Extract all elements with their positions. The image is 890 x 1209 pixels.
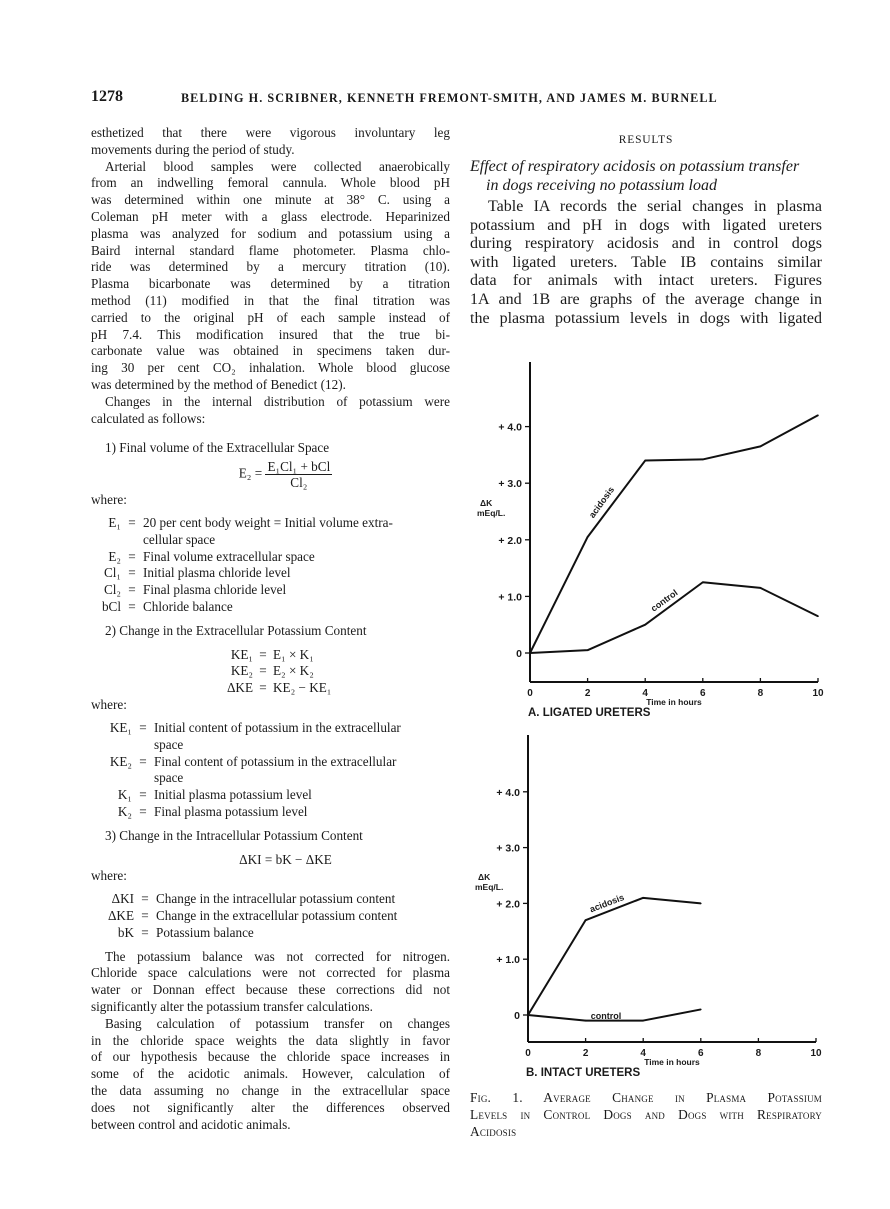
text-line: was determined by the method of Benedict (12). [91, 376, 346, 392]
fraction-denominator: Cl₂ [290, 475, 308, 491]
running-head-authors: BELDING H. SCRIBNER, KENNETH FREMONT-SMITH, AND JAMES M. BURNELL [181, 91, 718, 105]
x-tick-label: 8 [757, 688, 764, 699]
text-line: significantly alter the potassium transfer calculations. [91, 999, 373, 1015]
data-point-acidosis [817, 414, 819, 416]
x-tick-label: 2 [584, 688, 591, 699]
text-line: Levels in Control Dogs and Dogs with Respiratory [470, 1107, 822, 1122]
text-line: of our hypothesis because the chloride space increases in [91, 1049, 450, 1065]
text-line: Basing calculation of potassium transfer on changes [105, 1015, 450, 1031]
data-point-acidosis [644, 460, 646, 462]
text-line: the data assuming no change in the extracellular space [91, 1083, 450, 1099]
text-line: water or Donnan effect because these corrections did not [91, 982, 450, 998]
definition-text-continued: space [154, 736, 184, 752]
data-point-control [702, 581, 704, 583]
data-point-acidosis [585, 919, 587, 921]
text-line: Fig. 1. Average Change in Plasma Potassium [470, 1090, 822, 1105]
text-line: The potassium balance was not corrected for nitrogen. [105, 948, 450, 964]
text-line: does not significantly alter the differences observed [91, 1099, 450, 1115]
text-line: between control and acidotic animals. [91, 1116, 291, 1132]
equals-sign: = [259, 663, 267, 679]
equals-sign: = [139, 787, 147, 803]
text-line: Baird internal standard flame photometer. Plasma chlo- [91, 242, 450, 258]
definition-text: Initial plasma potassium level [154, 787, 312, 803]
data-point-control [642, 1020, 644, 1022]
equals-sign: = [141, 891, 149, 907]
data-point-acidosis [760, 446, 762, 448]
definition-text: 20 per cent body weight = Initial volume extra- [143, 514, 393, 530]
y-axis-label-units: mEq/L. [477, 508, 506, 518]
series-label-control: control [590, 1011, 622, 1021]
text-line: Acidosis [470, 1124, 517, 1139]
definition-text: Change in the extracellular potassium content [156, 908, 398, 924]
y-tick-label: + 1.0 [498, 591, 522, 604]
definition-symbol: Cl₁ [103, 565, 121, 581]
page-number: 1278 [91, 88, 123, 105]
x-tick-label: 4 [640, 1048, 646, 1059]
text-line: movements during the period of study. [91, 141, 295, 157]
equals-sign: = [128, 548, 136, 564]
data-point-acidosis [700, 903, 702, 905]
y-axis-label: ΔK [478, 872, 491, 882]
figure-caption [470, 1089, 822, 1140]
text-line: Chloride space calculations were not corrected for plasma [91, 965, 450, 981]
data-point-control [644, 624, 646, 626]
text-line: ride was determined by a mercury titration (10). [91, 259, 450, 275]
equals-sign: = [139, 804, 147, 820]
text-line: method (11) modified in that the final titration was [91, 292, 450, 308]
text-line: carried to the original pH of each sample instead of [91, 309, 450, 325]
text-line: pH 7.4. This modification insured that the true bi- [91, 326, 450, 342]
text-line: potassium and pH in dogs with ligated ureters [470, 216, 822, 234]
chart-title: B. INTACT URETERS [526, 1067, 641, 1079]
chart-title: A. LIGATED URETERS [528, 707, 651, 719]
definition-text: Potassium balance [156, 924, 254, 940]
y-tick-label: + 4.0 [496, 786, 520, 799]
definition-text-continued: cellular space [143, 531, 216, 547]
equation-lhs: E₂ = [238, 465, 263, 481]
text-line: during respiratory acidosis and in control dogs [470, 235, 822, 253]
data-point-acidosis [642, 897, 644, 899]
equation-dki: ΔKI = bK − ΔKE [239, 851, 332, 867]
data-point-control [527, 1014, 529, 1016]
equation-lhs: KE₁ [230, 646, 253, 662]
definition-text: Final plasma chloride level [143, 582, 287, 598]
text-line: Plasma bicarbonate was determined by a titration [91, 276, 450, 292]
equation-rhs: KE₂ − KE₁ [273, 679, 332, 695]
series-label-acidosis: acidosis [586, 484, 617, 520]
definition-symbol: bCl [101, 598, 121, 614]
definition-symbol: KE₂ [109, 753, 132, 769]
where-label: where: [91, 697, 127, 713]
x-tick-label: 10 [812, 688, 824, 699]
definition-text: Final plasma potassium level [154, 804, 308, 820]
series-line-acidosis [528, 898, 701, 1015]
definition-symbol: KE₁ [109, 720, 132, 736]
step-2-title: 2) Change in the Extracellular Potassium Content [105, 622, 367, 638]
equation-lhs: KE₂ [230, 663, 253, 679]
equals-sign: = [259, 679, 267, 695]
chart-a [477, 362, 824, 719]
definition-symbol: E₂ [108, 548, 121, 564]
y-tick-label: + 2.0 [498, 534, 522, 547]
series-line-acidosis [530, 415, 818, 653]
text-line: was determined within one minute at 38° C. using a [91, 192, 450, 208]
definition-text: Initial plasma chloride level [143, 565, 291, 581]
definition-symbol: K₂ [117, 804, 132, 820]
x-tick-label: 8 [755, 1048, 762, 1059]
equals-sign: = [128, 565, 136, 581]
equals-sign: = [139, 720, 147, 736]
definition-symbol: bK [117, 924, 134, 940]
definition-symbol: Cl₂ [103, 582, 121, 598]
series-label-acidosis: acidosis [588, 892, 626, 915]
text-line: 1A and 1B are graphs of the average change in [470, 290, 822, 308]
x-tick-label: 0 [527, 688, 533, 699]
data-point-control [700, 1009, 702, 1011]
text-line: ing 30 per cent CO₂ inhalation. Whole blood glucose [91, 360, 450, 376]
x-tick-label: 4 [642, 688, 648, 699]
equation-lhs: ΔKE [226, 679, 253, 695]
data-point-control [587, 649, 589, 651]
definition-text: Change in the intracellular potassium content [156, 891, 396, 907]
text-line: from an indwelling femoral cannula. Whole blood pH [91, 175, 450, 191]
section-heading-results: RESULTS [618, 134, 674, 146]
subsection-heading-line: in dogs receiving no potassium load [486, 177, 717, 194]
definition-symbol: ΔKE [107, 908, 134, 924]
data-point-acidosis [587, 536, 589, 538]
text-line: Table IA records the serial changes in plasma [488, 198, 822, 215]
step-1-title: 1) Final volume of the Extracellular Space [105, 440, 330, 456]
where-label: where: [91, 868, 127, 884]
equals-sign: = [141, 908, 149, 924]
text-line: in the chloride space weights the data slightly in favor [91, 1032, 450, 1048]
equation-rhs: E₁ × K₁ [273, 646, 314, 662]
y-axis-label: ΔK [480, 498, 493, 508]
data-point-control [529, 652, 531, 654]
text-line: esthetized that there were vigorous involuntary leg [91, 125, 450, 140]
y-tick-label: 0 [516, 648, 522, 660]
equals-sign: = [141, 924, 149, 940]
x-tick-label: 6 [700, 688, 706, 699]
text-line: data for animals with intact ureters. Figures [470, 272, 822, 290]
y-tick-label: + 4.0 [498, 421, 522, 434]
equation-rhs: E₂ × K₂ [273, 663, 314, 679]
equals-sign: = [128, 598, 136, 614]
equals-sign: = [139, 753, 147, 769]
definition-symbol: E₁ [108, 514, 121, 530]
text-line: with ligated ureters. Table IB contains similar [470, 253, 822, 271]
y-tick-label: 0 [514, 1010, 520, 1022]
series-label-control: control [648, 587, 680, 614]
equals-sign: = [128, 582, 136, 598]
step-3-title: 3) Change in the Intracellular Potassium Content [105, 827, 363, 843]
y-axis-label-units: mEq/L. [475, 882, 504, 892]
subsection-heading-line: Effect of respiratory acidosis on potassium transfer [470, 158, 800, 175]
y-tick-label: + 3.0 [496, 842, 520, 855]
data-point-control [585, 1020, 587, 1022]
y-tick-label: + 1.0 [496, 954, 520, 967]
text-line: calculated as follows: [91, 410, 206, 426]
definition-text: Chloride balance [143, 598, 233, 614]
x-axis-label: Time in hours [644, 1057, 700, 1067]
text-line: carbonate value was obtained in specimens taken dur- [91, 343, 450, 359]
x-tick-label: 2 [582, 1048, 589, 1059]
x-tick-label: 6 [698, 1048, 704, 1059]
fraction-numerator: E₁Cl₁ + bCl [267, 459, 331, 475]
text-line: Coleman pH meter with a glass electrode. Heparinized [91, 208, 450, 224]
data-point-acidosis [702, 459, 704, 461]
equals-sign: = [259, 646, 267, 662]
definition-text: Final volume extracellular space [143, 548, 315, 564]
data-point-control [760, 587, 762, 589]
data-point-control [817, 615, 819, 617]
x-tick-label: 10 [810, 1048, 822, 1059]
definition-symbol: ΔKI [111, 891, 134, 907]
text-line: the plasma potassium levels in dogs with ligated [470, 309, 822, 327]
text-line: plasma was analyzed for sodium and potassium using a [91, 225, 450, 241]
where-label: where: [91, 492, 127, 508]
text-line: some of the acidotic animals. However, calculation of [91, 1066, 450, 1082]
text-line: Changes in the internal distribution of potassium were [105, 393, 450, 409]
equals-sign: = [128, 514, 136, 530]
chart-b [475, 735, 822, 1079]
definition-symbol: K₁ [117, 787, 132, 803]
x-tick-label: 0 [525, 1048, 531, 1059]
text-line: Arterial blood samples were collected anaerobically [105, 158, 450, 174]
definition-text: Initial content of potassium in the extracellular [154, 720, 401, 736]
x-axis-label: Time in hours [646, 697, 702, 707]
y-tick-label: + 3.0 [498, 478, 522, 491]
definition-text: Final content of potassium in the extracellular [154, 753, 397, 769]
definition-text-continued: space [154, 770, 184, 786]
y-tick-label: + 2.0 [496, 898, 520, 911]
